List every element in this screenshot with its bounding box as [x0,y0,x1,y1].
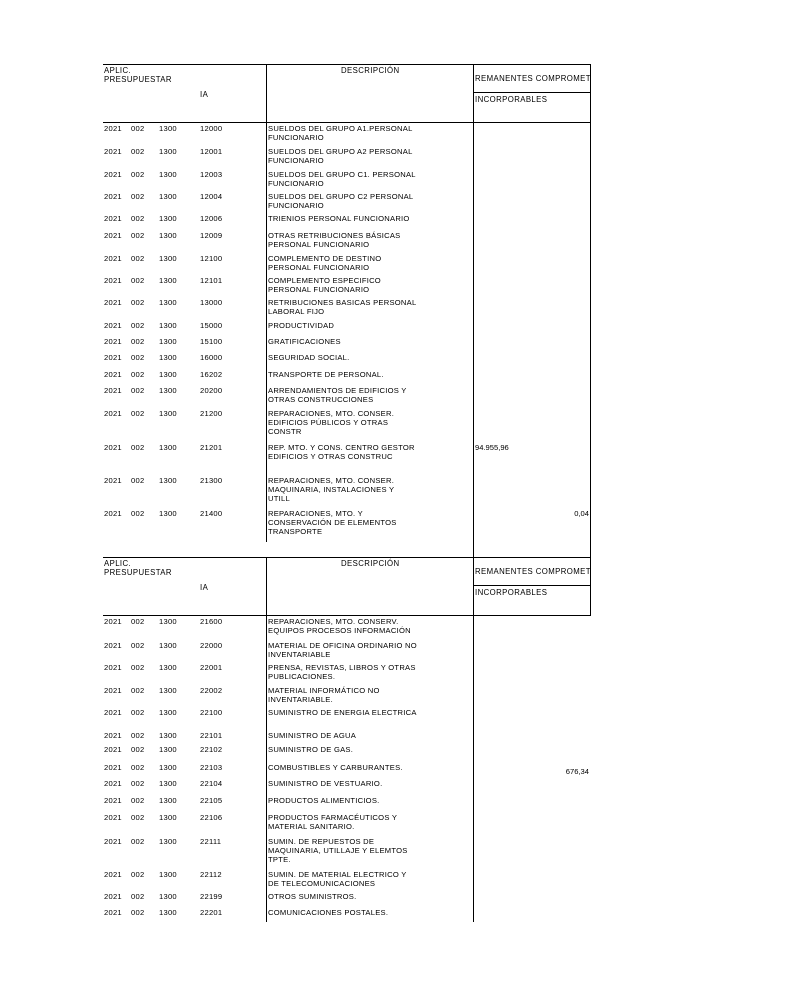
descripcion-header: DESCRIPCIÓN [341,66,400,75]
economic-code-cell: 22112 [200,870,222,879]
economic-code-cell: 22001 [200,663,223,672]
description-cell: SEGURIDAD SOCIAL. [268,353,350,362]
description-cell: SUELDOS DEL GRUPO C2 PERSONAL FUNCIONARIO [268,192,414,210]
economic-code-cell: 22002 [200,686,223,695]
description-cell: SUMIN. DE REPUESTOS DE MAQUINARIA, UTILLAJE Y ELEMTOS TPTE. [268,837,408,864]
ia-header: IA [200,583,209,592]
column-divider [473,64,474,558]
header-border-bottom [103,615,591,616]
amount-cell: 0,04 [574,509,589,518]
description-cell: MATERIAL INFORMÁTICO NO INVENTARIABLE. [268,686,380,704]
description-cell: REPARACIONES, MTO. CONSER. EDIFICIOS PÚBLICOS Y OTRAS CONSTR [268,409,395,436]
table-border-top [103,557,591,558]
description-cell: PRODUCTIVIDAD [268,321,335,330]
budget-year-cell: 2021 [104,254,122,263]
description-cell: REP. MTO. Y CONS. CENTRO GESTOR EDIFICIOS Y OTRAS CONSTRUC [268,443,415,461]
economic-code-cell: 22100 [200,708,223,717]
description-cell: COMPLEMENTO ESPECIFICO PERSONAL FUNCIONARIO [268,276,381,294]
economic-code-cell: 22102 [200,745,223,754]
budget-year-cell: 2021 [104,617,122,626]
budget-year-cell: 2021 [104,298,122,307]
organic-code-cell: 002 [131,813,145,822]
program-code-cell: 1300 [159,276,177,285]
program-code-cell: 1300 [159,147,177,156]
budget-year-cell: 2021 [104,708,122,717]
program-code-cell: 1300 [159,443,177,452]
program-code-cell: 1300 [159,321,177,330]
budget-year-cell: 2021 [104,124,122,133]
economic-code-cell: 22201 [200,908,223,917]
organic-code-cell: 002 [131,370,145,379]
organic-code-cell: 002 [131,353,145,362]
remanentes-header: REMANENTES COMPROMET [475,567,591,576]
description-cell: OTROS SUMINISTROS. [268,892,357,901]
organic-code-cell: 002 [131,686,145,695]
budget-year-cell: 2021 [104,837,122,846]
column-divider [473,557,474,922]
economic-code-cell: 22000 [200,641,223,650]
program-code-cell: 1300 [159,254,177,263]
organic-code-cell: 002 [131,509,145,518]
program-code-cell: 1300 [159,231,177,240]
budget-year-cell: 2021 [104,663,122,672]
program-code-cell: 1300 [159,708,177,717]
organic-code-cell: 002 [131,837,145,846]
budget-year-cell: 2021 [104,443,122,452]
organic-code-cell: 002 [131,276,145,285]
description-cell: MATERIAL DE OFICINA ORDINARIO NO INVENTARIABLE [268,641,417,659]
budget-year-cell: 2021 [104,796,122,805]
program-code-cell: 1300 [159,337,177,346]
program-code-cell: 1300 [159,124,177,133]
description-cell: TRIENIOS PERSONAL FUNCIONARIO [268,214,410,223]
incorporables-header: INCORPORABLES [475,588,548,597]
budget-year-cell: 2021 [104,231,122,240]
description-cell: PRENSA, REVISTAS, LIBROS Y OTRAS PUBLICACIONES. [268,663,416,681]
description-cell: SUELDOS DEL GRUPO A1.PERSONAL FUNCIONARIO [268,124,413,142]
budget-year-cell: 2021 [104,386,122,395]
program-code-cell: 1300 [159,745,177,754]
economic-code-cell: 21300 [200,476,223,485]
amount-cell: 94.955,96 [475,443,509,452]
presupuestar-header: PRESUPUESTAR [104,75,172,84]
description-cell: SUELDOS DEL GRUPO C1. PERSONAL FUNCIONARIO [268,170,416,188]
organic-code-cell: 002 [131,663,145,672]
organic-code-cell: 002 [131,908,145,917]
organic-code-cell: 002 [131,745,145,754]
economic-code-cell: 12100 [200,254,223,263]
budget-year-cell: 2021 [104,170,122,179]
organic-code-cell: 002 [131,124,145,133]
aplic-header: APLIC. [104,66,132,75]
organic-code-cell: 002 [131,386,145,395]
organic-code-cell: 002 [131,443,145,452]
program-code-cell: 1300 [159,192,177,201]
organic-code-cell: 002 [131,231,145,240]
economic-code-cell: 22101 [200,731,223,740]
descripcion-header: DESCRIPCIÓN [341,559,400,568]
organic-code-cell: 002 [131,298,145,307]
presupuestar-header: PRESUPUESTAR [104,568,172,577]
economic-code-cell: 22106 [200,813,223,822]
organic-code-cell: 002 [131,731,145,740]
economic-code-cell: 22104 [200,779,223,788]
budget-year-cell: 2021 [104,353,122,362]
economic-code-cell: 12006 [200,214,223,223]
economic-code-cell: 16202 [200,370,223,379]
description-cell: SUELDOS DEL GRUPO A2 PERSONAL FUNCIONARIO [268,147,413,165]
program-code-cell: 1300 [159,779,177,788]
header-divider [473,92,590,93]
economic-code-cell: 20200 [200,386,223,395]
budget-year-cell: 2021 [104,731,122,740]
program-code-cell: 1300 [159,617,177,626]
economic-code-cell: 12101 [200,276,223,285]
program-code-cell: 1300 [159,386,177,395]
header-border-bottom [103,122,591,123]
economic-code-cell: 15000 [200,321,223,330]
description-cell: COMBUSTIBLES Y CARBURANTES. [268,763,403,772]
budget-year-cell: 2021 [104,337,122,346]
description-cell: ARRENDAMIENTOS DE EDIFICIOS Y OTRAS CONSTRUCCIONES [268,386,407,404]
economic-code-cell: 21200 [200,409,223,418]
program-code-cell: 1300 [159,353,177,362]
economic-code-cell: 12001 [200,147,223,156]
description-cell: COMPLEMENTO DE DESTINO PERSONAL FUNCIONARIO [268,254,382,272]
description-cell: OTRAS RETRIBUCIONES BÁSICAS PERSONAL FUNCIONARIO [268,231,401,249]
description-cell: PRODUCTOS ALIMENTICIOS. [268,796,380,805]
economic-code-cell: 15100 [200,337,223,346]
incorporables-header: INCORPORABLES [475,95,548,104]
organic-code-cell: 002 [131,192,145,201]
program-code-cell: 1300 [159,476,177,485]
economic-code-cell: 16000 [200,353,223,362]
economic-code-cell: 12000 [200,124,223,133]
budget-year-cell: 2021 [104,276,122,285]
organic-code-cell: 002 [131,409,145,418]
organic-code-cell: 002 [131,170,145,179]
program-code-cell: 1300 [159,892,177,901]
budget-year-cell: 2021 [104,892,122,901]
aplic-header: APLIC. [104,559,132,568]
program-code-cell: 1300 [159,686,177,695]
economic-code-cell: 12003 [200,170,223,179]
budget-year-cell: 2021 [104,813,122,822]
organic-code-cell: 002 [131,254,145,263]
economic-code-cell: 22103 [200,763,223,772]
organic-code-cell: 002 [131,147,145,156]
budget-year-cell: 2021 [104,192,122,201]
column-divider [266,64,267,542]
description-cell: SUMINISTRO DE GAS. [268,745,354,754]
column-divider [590,557,591,615]
program-code-cell: 1300 [159,509,177,518]
amount-cell: 676,34 [565,767,589,776]
economic-code-cell: 22105 [200,796,223,805]
budget-year-cell: 2021 [104,476,122,485]
economic-code-cell: 21400 [200,509,223,518]
budget-year-cell: 2021 [104,321,122,330]
budget-year-cell: 2021 [104,763,122,772]
budget-year-cell: 2021 [104,409,122,418]
organic-code-cell: 002 [131,763,145,772]
economic-code-cell: 22199 [200,892,223,901]
remanentes-header: REMANENTES COMPROMET [475,74,591,83]
economic-code-cell: 13000 [200,298,223,307]
program-code-cell: 1300 [159,298,177,307]
column-divider [266,557,267,922]
header-divider [473,585,590,586]
organic-code-cell: 002 [131,641,145,650]
economic-code-cell: 12009 [200,231,223,240]
description-cell: SUMINISTRO DE AGUA [268,731,357,740]
description-cell: REPARACIONES, MTO. CONSERV. EQUIPOS PROCESOS INFORMACIÓN [268,617,411,635]
description-cell: SUMIN. DE MATERIAL ELECTRICO Y DE TELECOMUNICACIONES [268,870,407,888]
program-code-cell: 1300 [159,370,177,379]
economic-code-cell: 22111 [200,837,222,846]
budget-year-cell: 2021 [104,686,122,695]
description-cell: COMUNICACIONES POSTALES. [268,908,389,917]
program-code-cell: 1300 [159,214,177,223]
organic-code-cell: 002 [131,870,145,879]
organic-code-cell: 002 [131,337,145,346]
description-cell: GRATIFICACIONES [268,337,341,346]
economic-code-cell: 12004 [200,192,223,201]
organic-code-cell: 002 [131,779,145,788]
description-cell: RETRIBUCIONES BASICAS PERSONAL LABORAL FIJO [268,298,417,316]
program-code-cell: 1300 [159,731,177,740]
budget-year-cell: 2021 [104,214,122,223]
organic-code-cell: 002 [131,796,145,805]
program-code-cell: 1300 [159,170,177,179]
budget-year-cell: 2021 [104,147,122,156]
organic-code-cell: 002 [131,892,145,901]
program-code-cell: 1300 [159,813,177,822]
column-divider [590,64,591,558]
budget-year-cell: 2021 [104,870,122,879]
program-code-cell: 1300 [159,870,177,879]
program-code-cell: 1300 [159,663,177,672]
budget-year-cell: 2021 [104,370,122,379]
budget-year-cell: 2021 [104,908,122,917]
description-cell: PRODUCTOS FARMACÉUTICOS Y MATERIAL SANITARIO. [268,813,398,831]
program-code-cell: 1300 [159,837,177,846]
organic-code-cell: 002 [131,321,145,330]
budget-year-cell: 2021 [104,745,122,754]
program-code-cell: 1300 [159,409,177,418]
organic-code-cell: 002 [131,617,145,626]
program-code-cell: 1300 [159,641,177,650]
program-code-cell: 1300 [159,908,177,917]
organic-code-cell: 002 [131,476,145,485]
description-cell: TRANSPORTE DE PERSONAL. [268,370,384,379]
program-code-cell: 1300 [159,763,177,772]
organic-code-cell: 002 [131,708,145,717]
description-cell: REPARACIONES, MTO. Y CONSERVACIÓN DE ELEMENTOS TRANSPORTE [268,509,397,536]
ia-header: IA [200,90,209,99]
organic-code-cell: 002 [131,214,145,223]
program-code-cell: 1300 [159,796,177,805]
budget-year-cell: 2021 [104,779,122,788]
table-border-top [103,64,591,65]
description-cell: SUMINISTRO DE ENERGIA ELECTRICA [268,708,417,717]
economic-code-cell: 21201 [200,443,223,452]
economic-code-cell: 21600 [200,617,223,626]
budget-year-cell: 2021 [104,641,122,650]
description-cell: SUMINISTRO DE VESTUARIO. [268,779,383,788]
budget-year-cell: 2021 [104,509,122,518]
description-cell: REPARACIONES, MTO. CONSER. MAQUINARIA, INSTALACIONES Y UTILL [268,476,395,503]
